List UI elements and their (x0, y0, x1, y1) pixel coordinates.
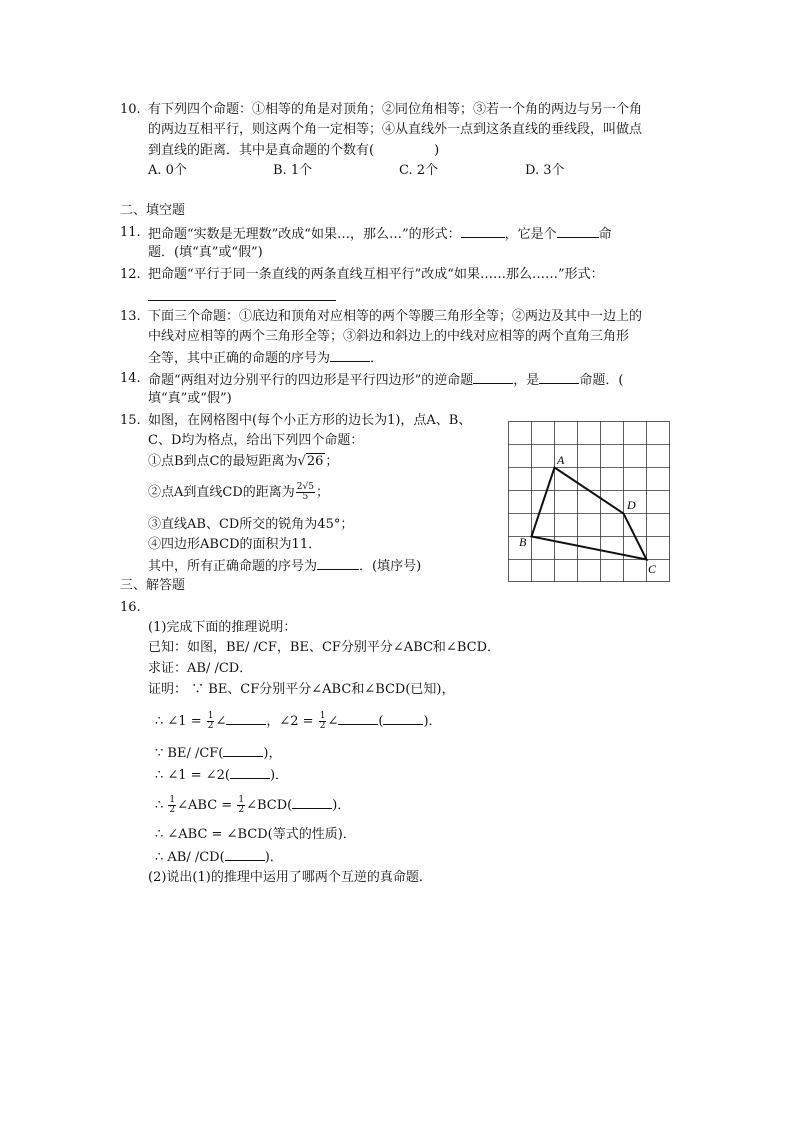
q11-line2: 题．(填“真”或“假”) (148, 245, 263, 260)
q16-step2-b: )， (263, 746, 282, 761)
q16-step5: ∴ ∠ABC = ∠BCD(等式的性质)． (155, 827, 356, 842)
q16-number: 16. (120, 600, 141, 615)
q16-part2: (2)说出(1)的推理中运用了哪两个互逆的真命题． (148, 870, 432, 885)
q16-step2-blank[interactable] (223, 743, 263, 757)
half-denominator-3: 2 (169, 805, 176, 815)
q14-blank-2[interactable] (539, 370, 579, 384)
q16-prove: 求证：AB/ /CD． (148, 661, 253, 676)
q10-line3-text: 到直线的距离．其中是真命题的个数有( (148, 143, 375, 158)
half-fraction-2 (319, 712, 327, 731)
q14-text-a: 命题“两组对边分别平行的四边形是平行四边形”的逆命题 (148, 373, 474, 388)
q11-text-a: 把命题“实数是无理数”改成“如果…，那么…”的形式： (148, 227, 461, 242)
q16-step1-c: ，∠2 = (266, 714, 314, 729)
label-b: B (519, 535, 527, 549)
q15-item2-end: ； (315, 485, 329, 500)
section-solve: 三、解答题 (120, 578, 186, 593)
q11-number: 11. (120, 225, 141, 240)
q16-step3-a: ∴ ∠1 = ∠2( (155, 768, 230, 783)
q13-text-b: ． (370, 351, 384, 366)
q15-item3: ③直线AB、CD所交的锐角为45°； (148, 517, 354, 532)
q12-line1: 把命题“平行于同一条直线的两条直线互相平行”改成“如果……那么……”形式： (148, 267, 604, 282)
q14-text-c: 命题．( (579, 373, 624, 388)
half-numerator: 1 (207, 711, 214, 721)
q14-blank-1[interactable] (473, 370, 513, 384)
q10-line3-close: ) (434, 143, 440, 158)
q15-item1 (148, 453, 338, 471)
q10-line3 (148, 141, 439, 160)
q14-line2: 填“真”或“假”) (148, 391, 232, 406)
q10-line1: 有下列四个命题：①相等的角是对顶角；②同位角相等；③若一个角的两边与另一个角 (148, 102, 643, 117)
q16-proof-intro: 证明： ∵ BE、CF分别平分∠ABC和∠BCD(已知)， (148, 682, 455, 697)
q16-step3-blank[interactable] (230, 765, 270, 779)
q13-number: 13. (120, 309, 141, 324)
q16-step1-a: ∴ ∠1 = (155, 714, 202, 729)
q15-line2: C、D均为格点，给出下列四个命题： (148, 433, 364, 448)
q16-step1-close: )． (423, 714, 442, 729)
q16-step6 (155, 847, 283, 867)
q13-line1: 下面三个命题：①底边和顶角对应相等的两个等腰三角形全等；②两边及其中一边上的 (148, 309, 643, 324)
q15-blank[interactable] (317, 556, 359, 570)
q15-item1-sqrt: 26 (306, 454, 324, 469)
q16-step3 (155, 765, 288, 785)
q11-blank-2[interactable] (557, 224, 599, 238)
q11-text-c: 命 (598, 227, 612, 242)
q15-line1: 如图，在网格图中(每个小正方形的边长为1)，点A、B、 (148, 413, 472, 428)
q15-item1-text: ①点B到点C的最短距离为 (148, 454, 298, 469)
sqrt-sign-icon: √ (297, 454, 306, 469)
grid-figure (508, 421, 670, 583)
q14-text-b: ，是 (513, 373, 540, 388)
q16-step4-blank[interactable] (292, 795, 332, 809)
q15-item2 (148, 483, 329, 502)
q10-option-b[interactable]: B. 1个 (273, 163, 313, 178)
q15-conclusion (148, 556, 421, 576)
half-fraction-3 (168, 796, 176, 815)
label-d: D (627, 498, 636, 512)
q11-blank-1[interactable] (461, 224, 505, 238)
label-a: A (557, 453, 565, 467)
q15-item2-fraction (296, 483, 315, 502)
q16-step1-blank-1[interactable] (226, 711, 266, 725)
q10-option-a[interactable]: A. 0个 (148, 163, 187, 178)
half-fraction-4 (237, 796, 245, 815)
q16-step2-a: ∵ BE/ /CF( (155, 746, 224, 761)
q14-line1 (148, 370, 623, 390)
q16-step4-c: ∠BCD( (246, 798, 293, 813)
q15-item1-end: ； (325, 454, 339, 469)
q16-step1-blank-2[interactable] (338, 711, 378, 725)
q15-number: 15. (120, 413, 141, 428)
q15-item2-numerator: 2√5 (296, 482, 314, 492)
half-numerator-4: 1 (238, 795, 245, 805)
q16-step1-angle1: ∠ (215, 714, 227, 729)
q11-line1 (148, 224, 612, 244)
q13-blank[interactable] (330, 348, 370, 362)
q16-given: 已知：如图，BE/ /CF，BE、CF分别平分∠ABC和∠BCD． (148, 640, 500, 655)
label-c: C (648, 562, 657, 576)
q16-part1: (1)完成下面的推理说明： (148, 620, 297, 635)
q16-step4-d: )． (332, 798, 351, 813)
q10-number: 10. (120, 102, 141, 117)
q13-text-a: 全等，其中正确的命题的序号为 (148, 351, 331, 366)
q13-line3 (148, 348, 383, 368)
q16-step1 (155, 711, 442, 731)
q16-step1-blank-3[interactable] (383, 711, 423, 725)
q13-line2: 中线对应相等的两个三角形全等；③斜边和斜边上的中线对应相等的两个直角三角形 (148, 329, 630, 344)
half-numerator-3: 1 (169, 795, 176, 805)
q14-number: 14. (120, 371, 141, 386)
q15-item2-text: ②点A到直线CD的距离为 (148, 485, 295, 500)
half-numerator-2: 1 (319, 711, 326, 721)
q12-answer-blank[interactable] (148, 286, 336, 301)
q16-step4-a: ∴ (155, 798, 164, 813)
half-denominator-2: 2 (319, 721, 326, 731)
half-fraction (207, 712, 215, 731)
q10-answer-blank[interactable] (374, 141, 434, 154)
q10-option-d[interactable]: D. 3个 (525, 163, 565, 178)
q10-option-c[interactable]: C. 2个 (399, 163, 439, 178)
q16-step4 (155, 795, 350, 815)
q15-item2-denominator: 5 (302, 492, 309, 502)
q16-step6-a: ∴ AB/ /CD( (155, 850, 225, 865)
q16-step6-blank[interactable] (225, 847, 265, 861)
q12-number: 12. (120, 267, 141, 282)
section-fill-in: 二、填空题 (120, 203, 186, 218)
q16-step4-b: ∠ABC = (177, 798, 233, 813)
q16-step6-b: )． (264, 850, 283, 865)
half-denominator: 2 (207, 721, 214, 731)
q16-step3-b: )． (269, 768, 289, 783)
q15-item4: ④四边形ABCD的面积为11． (148, 537, 322, 552)
q15-conclusion-text: 其中，所有正确命题的序号为 (148, 559, 318, 574)
q16-step1-angle2: ∠ (327, 714, 339, 729)
q15-conclusion-end: ．(填序号) (359, 559, 422, 574)
half-denominator-4: 2 (238, 805, 245, 815)
q16-step1-open: ( (378, 714, 384, 729)
q10-line2: 的两边互相平行，则这两个角一定相等；④从直线外一点到这条直线的垂线段，叫做点 (148, 122, 643, 137)
q16-step2 (155, 743, 281, 763)
q11-text-b: ，它是个 (504, 227, 557, 242)
